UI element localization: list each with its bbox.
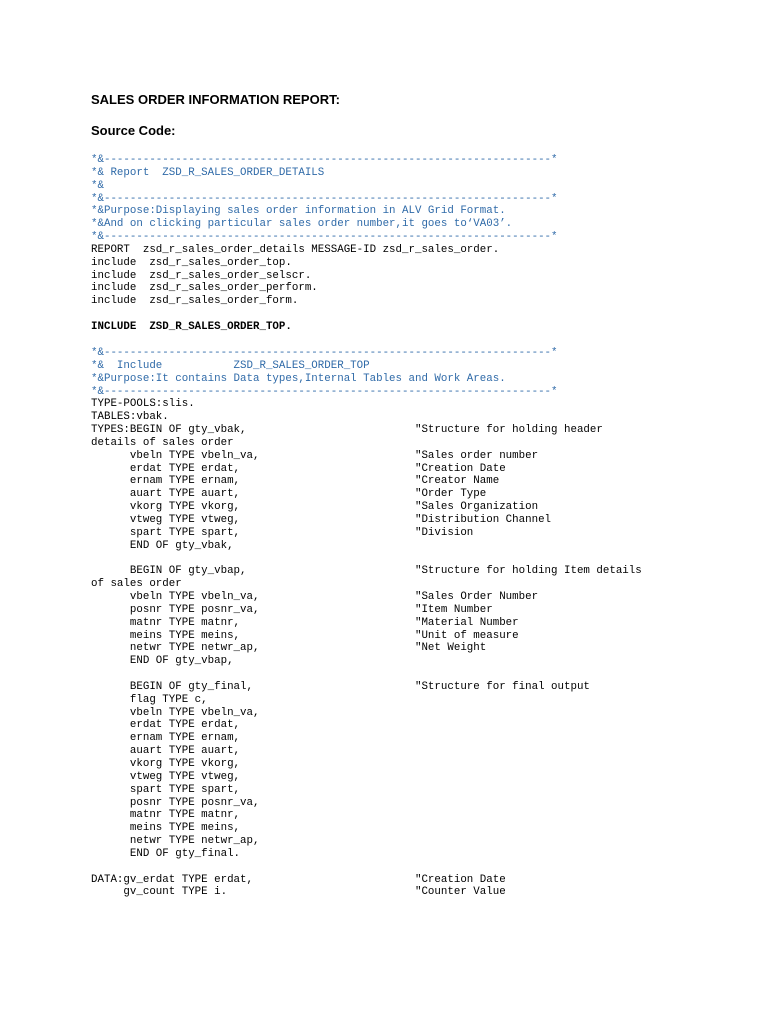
code-line: meins TYPE meins, — [91, 822, 241, 835]
code-line: vbeln TYPE vbeln_va, — [91, 706, 260, 719]
code-line: posnr TYPE posnr_va, "Item Number — [91, 603, 493, 616]
code-line — [91, 553, 642, 566]
code-comment-line: *& — [91, 179, 104, 192]
code-line: TYPE-POOLS:slis. — [91, 398, 195, 411]
code-line — [91, 668, 642, 681]
code-comment-line: *&Purpose:Displaying sales order information in ALV Grid Format. — [91, 205, 506, 218]
code-comment-line: *&---------------------------------------------------------------------* — [91, 192, 558, 205]
code-comment-line: *&---------------------------------------------------------------------* — [91, 347, 558, 359]
code-comment-line: *&---------------------------------------------------------------------* — [91, 231, 558, 244]
code-line — [91, 861, 642, 874]
code-line: vtweg TYPE vtweg, "Distribution Channel — [91, 513, 552, 526]
code-comment-line: *& Include ZSD_R_SALES_ORDER_TOP — [91, 359, 370, 372]
code-line: auart TYPE auart, — [91, 745, 241, 758]
code-line: vkorg TYPE vkorg, "Sales Organization — [91, 501, 539, 514]
code-line: erdat TYPE erdat, — [91, 719, 241, 732]
code-line: vtweg TYPE vtweg, — [91, 770, 241, 783]
code-line: vbeln TYPE vbeln_va, "Sales Order Number — [91, 591, 539, 604]
code-line: END OF gty_final. — [91, 847, 241, 860]
code-comment-line: *&---------------------------------------------------------------------* — [91, 154, 558, 166]
code-line: include zsd_r_sales_order_selscr. — [91, 269, 312, 282]
include-heading: INCLUDE ZSD_R_SALES_ORDER_TOP. — [91, 321, 292, 333]
code-line: netwr TYPE netwr_ap, "Net Weight — [91, 642, 487, 655]
code-line: gv_count TYPE i. "Counter Value — [91, 886, 506, 899]
code-comment-line: *& Report ZSD_R_SALES_ORDER_DETAILS — [91, 166, 325, 179]
code-line: matnr TYPE matnr, — [91, 809, 241, 822]
code-line: REPORT zsd_r_sales_order_details MESSAGE-ID zsd_r_sales_order. — [91, 243, 500, 256]
code-comment-line: *&---------------------------------------------------------------------* — [91, 385, 558, 398]
code-line: BEGIN OF gty_vbap, "Structure for holding Item details — [91, 565, 642, 578]
code-line: flag TYPE c, — [91, 693, 208, 706]
report-title: SALES ORDER INFORMATION REPORT: — [91, 92, 340, 107]
code-line: details of sales order — [91, 436, 234, 449]
code-line: meins TYPE meins, "Unit of measure — [91, 629, 519, 642]
code-line: include zsd_r_sales_order_top. — [91, 256, 292, 269]
code-block-main — [91, 154, 558, 308]
code-block-top-include — [91, 347, 642, 899]
code-line: posnr TYPE posnr_va, — [91, 796, 260, 809]
code-line: of sales order — [91, 578, 182, 591]
code-line: ernam TYPE ernam, — [91, 732, 241, 745]
code-line: ernam TYPE ernam, "Creator Name — [91, 475, 500, 488]
code-line: spart TYPE spart, "Division — [91, 526, 474, 539]
code-line: spart TYPE spart, — [91, 783, 241, 796]
code-line: TABLES:vbak. — [91, 411, 169, 424]
code-line: include zsd_r_sales_order_perform. — [91, 282, 318, 295]
code-comment-line: *&And on clicking particular sales order number,it goes to‘VA03’. — [91, 218, 513, 231]
code-line: BEGIN OF gty_final, "Structure for final output — [91, 680, 590, 693]
code-line: include zsd_r_sales_order_form. — [91, 295, 299, 308]
source-code-heading: Source Code: — [91, 123, 176, 138]
code-line: DATA:gv_erdat TYPE erdat, "Creation Date — [91, 873, 506, 886]
code-line: END OF gty_vbap, — [91, 655, 234, 668]
code-line: TYPES:BEGIN OF gty_vbak, "Structure for holding header — [91, 424, 603, 437]
code-line: END OF gty_vbak, — [91, 539, 234, 552]
code-line: matnr TYPE matnr, "Material Number — [91, 616, 519, 629]
code-comment-line: *&Purpose:It contains Data types,Internal Tables and Work Areas. — [91, 372, 506, 385]
code-line: auart TYPE auart, "Order Type — [91, 488, 487, 501]
code-line: erdat TYPE erdat, "Creation Date — [91, 462, 506, 475]
code-line: vbeln TYPE vbeln_va, "Sales order number — [91, 449, 539, 462]
code-line: netwr TYPE netwr_ap, — [91, 835, 260, 848]
code-line: vkorg TYPE vkorg, — [91, 758, 241, 770]
